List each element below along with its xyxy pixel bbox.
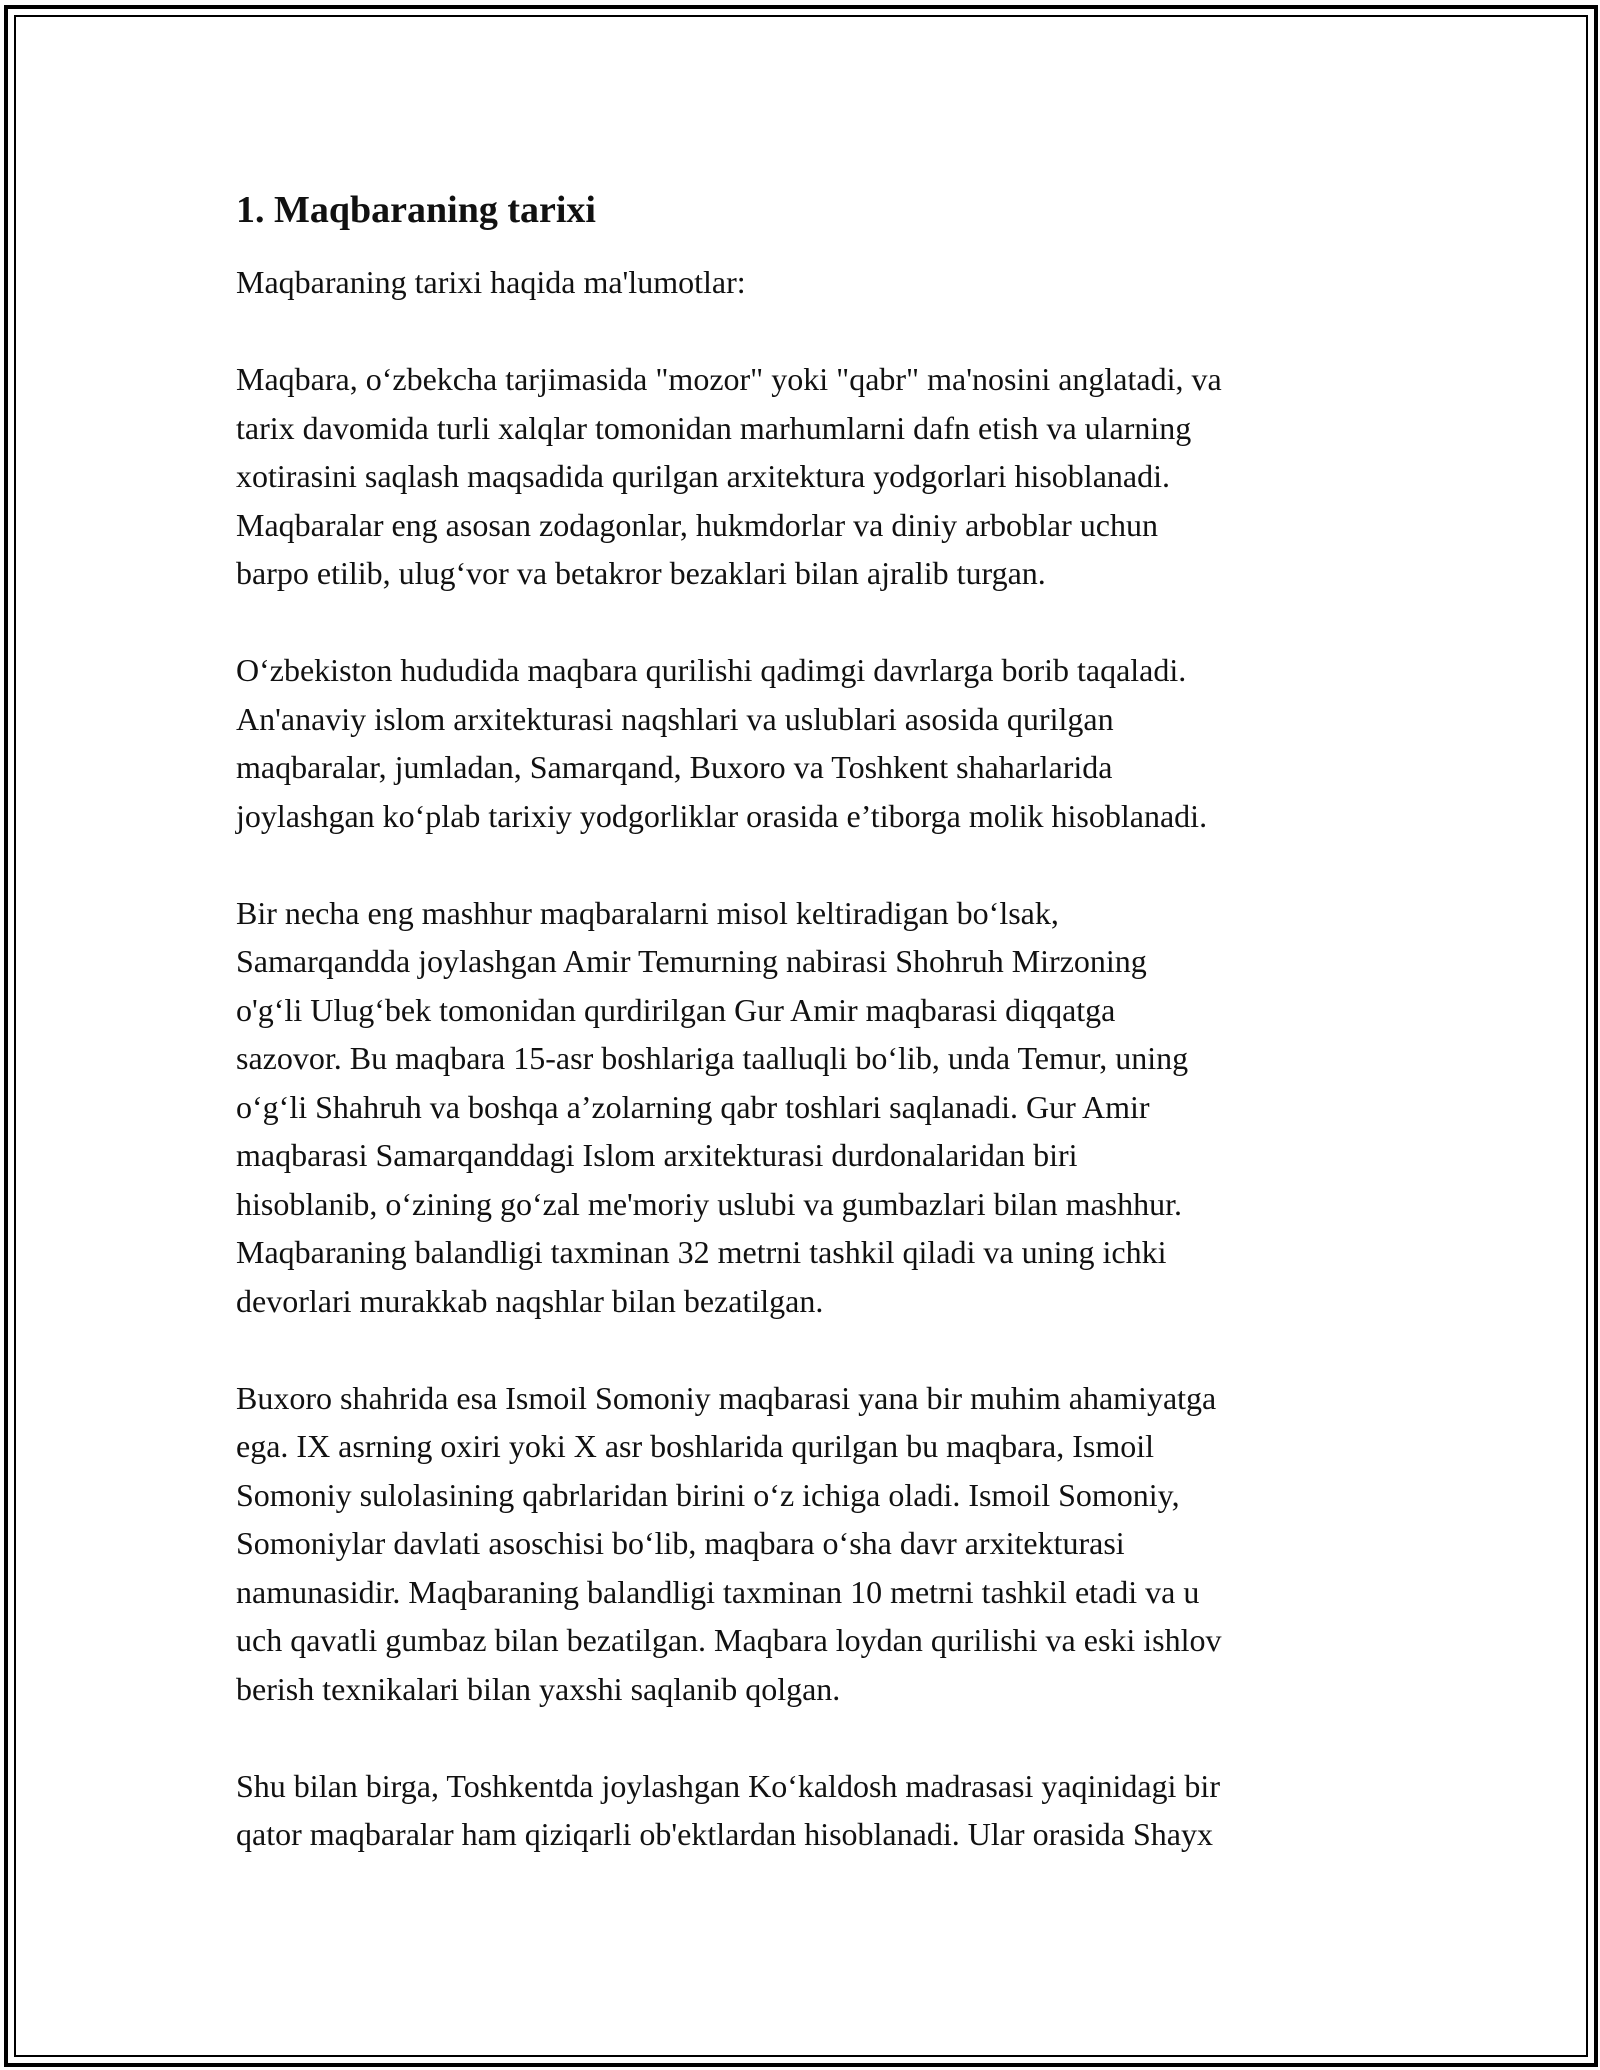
paragraph-line: Samarqandda joylashgan Amir Temurning nabirasi Shohruh Mirzoning bbox=[236, 943, 1147, 979]
paragraph-line: sazovor. Bu maqbara 15-asr boshlariga taalluqli bo‘lib, unda Temur, uning bbox=[236, 1040, 1189, 1076]
paragraph-line: maqbarasi Samarqanddagi Islom arxitekturasi durdonalaridan biri bbox=[236, 1137, 1078, 1173]
paragraph-line: Maqbara, o‘zbekcha tarjimasida "mozor" yoki "qabr" ma'nosini anglatadi, va bbox=[236, 361, 1222, 397]
paragraph-line: xotirasini saqlash maqsadida qurilgan arxitektura yodgorlari hisoblanadi. bbox=[236, 458, 1170, 494]
paragraph-line: barpo etilib, ulug‘vor va betakror bezaklari bilan ajralib turgan. bbox=[236, 555, 1046, 591]
body-paragraph bbox=[236, 1762, 1386, 1859]
paragraph-line: Maqbaraning balandligi taxminan 32 metrni tashkil qiladi va uning ichki bbox=[236, 1234, 1167, 1270]
paragraph-line: An'anaviy islom arxitekturasi naqshlari va uslublari asosida qurilgan bbox=[236, 700, 1114, 737]
paragraph-line: Shu bilan birga, Toshkentda joylashgan Ko‘kaldosh madrasasi yaqinidagi bir bbox=[236, 1767, 1220, 1804]
paragraph-line: maqbaralar, jumladan, Samarqand, Buxoro va Toshkent shaharlarida bbox=[236, 749, 1113, 785]
body-paragraph bbox=[236, 355, 1386, 598]
paragraph-line: Somoniy sulolasining qabrlaridan birini o‘z ichiga oladi. Ismoil Somoniy, bbox=[236, 1476, 1180, 1513]
paragraph-list bbox=[236, 355, 1386, 1859]
paragraph-line: berish texnikalari bilan yaxshi saqlanib qolgan. bbox=[236, 1670, 841, 1707]
paragraph-line: Maqbaralar eng asosan zodagonlar, hukmdorlar va diniy arboblar uchun bbox=[236, 506, 1158, 543]
paragraph-line: devorlari murakkab naqshlar bilan bezatilgan. bbox=[236, 1282, 824, 1319]
paragraph-line: Somoniylar davlati asoschisi bo‘lib, maqbara o‘sha davr arxitekturasi bbox=[236, 1525, 1125, 1561]
paragraph-line: qator maqbaralar ham qiziqarli ob'ektlardan hisoblanadi. Ular orasida Shayx bbox=[236, 1816, 1213, 1852]
paragraph-line: uch qavatli gumbaz bilan bezatilgan. Maqbara loydan qurilishi va eski ishlov bbox=[236, 1622, 1222, 1658]
body-paragraph bbox=[236, 1374, 1386, 1714]
paragraph-line: namunasidir. Maqbaraning balandligi taxminan 10 metrni tashkil etadi va u bbox=[236, 1573, 1200, 1610]
paragraph-line: joylashgan ko‘plab tarixiy yodgorliklar orasida e’tiborga molik hisoblanadi. bbox=[236, 797, 1208, 834]
paragraph-line: ega. IX asrning oxiri yoki X asr boshlarida qurilgan bu maqbara, Ismoil bbox=[236, 1428, 1154, 1464]
paragraph-line: O‘zbekiston hududida maqbara qurilishi qadimgi davrlarga borib taqaladi. bbox=[236, 652, 1187, 688]
paragraph-line: Bir necha eng mashhur maqbaralarni misol keltiradigan bo‘lsak, bbox=[236, 894, 1059, 931]
paragraph-line: o‘g‘li Shahruh va boshqa a’zolarning qabr toshlari saqlanadi. Gur Amir bbox=[236, 1088, 1150, 1125]
paragraph-line: Buxoro shahrida esa Ismoil Somoniy maqbarasi yana bir muhim ahamiyatga bbox=[236, 1379, 1217, 1416]
paragraph-line: o'g‘li Ulug‘bek tomonidan qurdirilgan Gur Amir maqbarasi diqqatga bbox=[236, 991, 1116, 1028]
document-body bbox=[236, 186, 1386, 1907]
paragraph-line: hisoblanib, o‘zining go‘zal me'moriy uslubi va gumbazlari bilan mashhur. bbox=[236, 1185, 1183, 1222]
body-paragraph bbox=[236, 889, 1386, 1326]
paragraph-line: tarix davomida turli xalqlar tomonidan marhumlarni dafn etish va ularning bbox=[236, 409, 1192, 446]
intro-paragraph: Maqbaraning tarixi haqida ma'lumotlar: bbox=[236, 264, 746, 300]
body-paragraph bbox=[236, 646, 1386, 840]
section-heading: 1. Maqbaraning tarixi bbox=[236, 189, 596, 231]
